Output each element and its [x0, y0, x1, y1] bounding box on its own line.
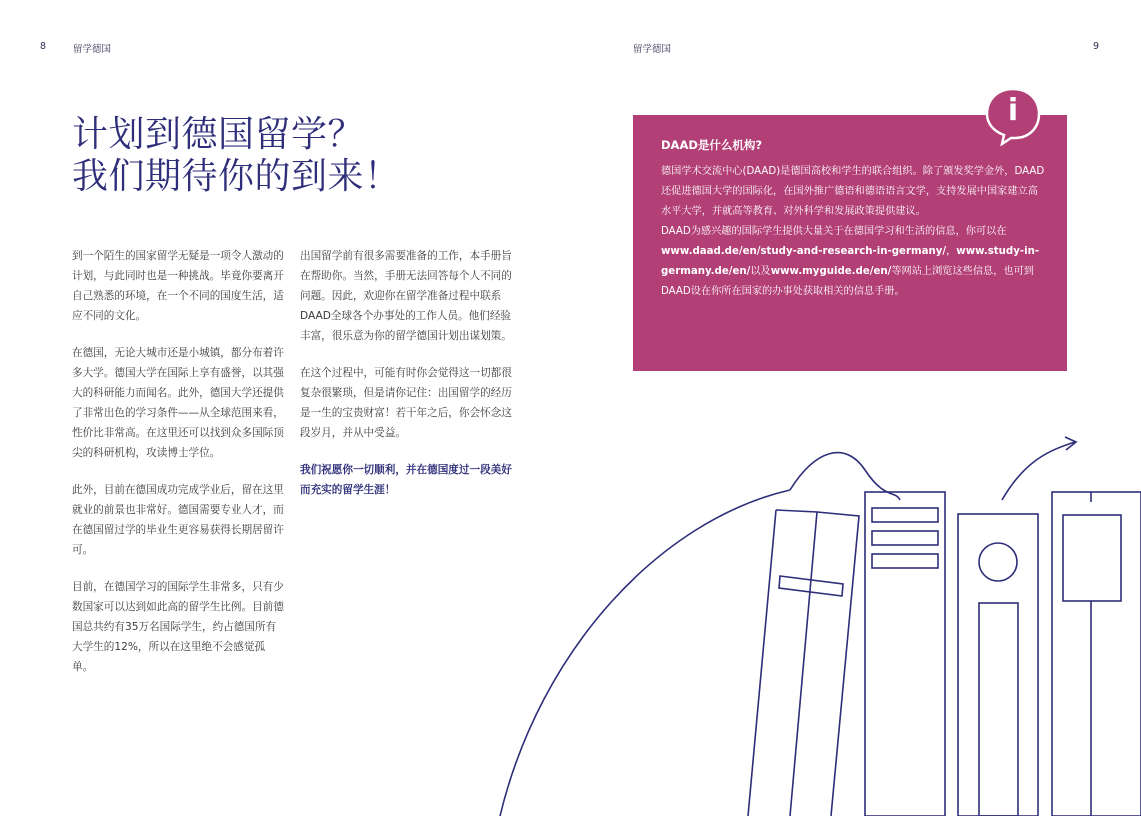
- page-title: [72, 114, 401, 198]
- daad-info-box: [633, 115, 1067, 371]
- page-number-left: 8: [40, 41, 47, 52]
- paragraph: 在德国，无论大城市还是小城镇，都分布着许多大学。德国大学在国际上享有盛誉，以其强大的科研能力而闻名。此外，德国大学还提供了非常出色的学习条件——从全球范围来看，性价比非常高。在这里还可以找到众多国际顶尖的科研机构，攻读博士学位。: [72, 347, 284, 459]
- info-box-body: [661, 162, 1046, 302]
- running-head-left: 留学德国: [73, 44, 112, 55]
- paragraph: 出国留学前有很多需要准备的工作，本手册旨在帮助你。当然，手册无法回答每个人不同的问题。因此，欢迎你在留学准备过程中联系DAAD全球各个办事处的工作人员。他们经验丰富，很乐意为你的留学德国计划出谋划策。: [300, 250, 512, 342]
- body-column-1: [72, 246, 284, 694]
- books-and-folders-icon: [480, 420, 1141, 816]
- info-text: DAAD为感兴趣的国际学生提供大量关于在德国学习和生活的信息，你可以在: [661, 226, 1007, 237]
- paragraph: 此外，目前在德国成功完成学业后，留在这里就业的前景也非常好。德国需要专业人才，而在德国留过学的毕业生更容易获得长期居留许可。: [72, 484, 284, 556]
- info-paragraph-2: [661, 222, 1046, 302]
- info-text: 等网站上浏览这些信息，也可到DAAD设在你所在国家的办事处获取相关的信息手册。: [661, 266, 1034, 297]
- title-line-1: 计划到德国留学？: [72, 114, 365, 155]
- info-icon: [984, 86, 1042, 146]
- paragraph: 目前，在德国学习的国际学生非常多，只有少数国家可以达到如此高的留学生比例。目前德国总共约有35万名国际学生，约占德国所有大学生的12%，所以在这里绝不会感觉孤单。: [72, 581, 284, 673]
- info-icon-letter: i: [1007, 93, 1019, 128]
- info-paragraph-1: 德国学术交流中心(DAAD)是德国高校和学生的联合组织。除了颁发奖学金外，DAAD还促进德国大学的国际化，在国外推广德语和德语语言文学，支持发展中国家建立高水平大学，并就高等教育、对外科学和发展政策提供建议。: [661, 166, 1045, 217]
- page-number-right: 9: [1093, 41, 1100, 52]
- info-text: ，: [946, 246, 957, 257]
- link-study-in-germany[interactable]: www.study-in-germany.de/en/: [661, 246, 1040, 277]
- info-text: 以及: [750, 266, 771, 277]
- info-box-heading: DAAD是什么机构?: [661, 138, 763, 152]
- link-myguide[interactable]: www.myguide.de/en/: [770, 266, 892, 277]
- paragraph: 在这个过程中，可能有时你会觉得这一切都很复杂很繁琐，但是请你记住：出国留学的经历是一生的宝贵财富！若干年之后，你会怀念这段岁月，并从中受益。: [300, 367, 512, 439]
- title-line-2: 我们期待你的到来！: [72, 156, 401, 197]
- paragraph: 到一个陌生的国家留学无疑是一项令人激动的计划，与此同时也是一种挑战。毕竟你要离开自己熟悉的环境，在一个不同的国度生活，适应不同的文化。: [72, 250, 284, 322]
- closing-wish: 我们祝愿你一切顺利，并在德国度过一段美好而充实的留学生涯！: [300, 464, 512, 496]
- running-head-right: 留学德国: [633, 44, 672, 55]
- link-daad-study[interactable]: www.daad.de/en/study-and-research-in-germany/: [661, 246, 947, 257]
